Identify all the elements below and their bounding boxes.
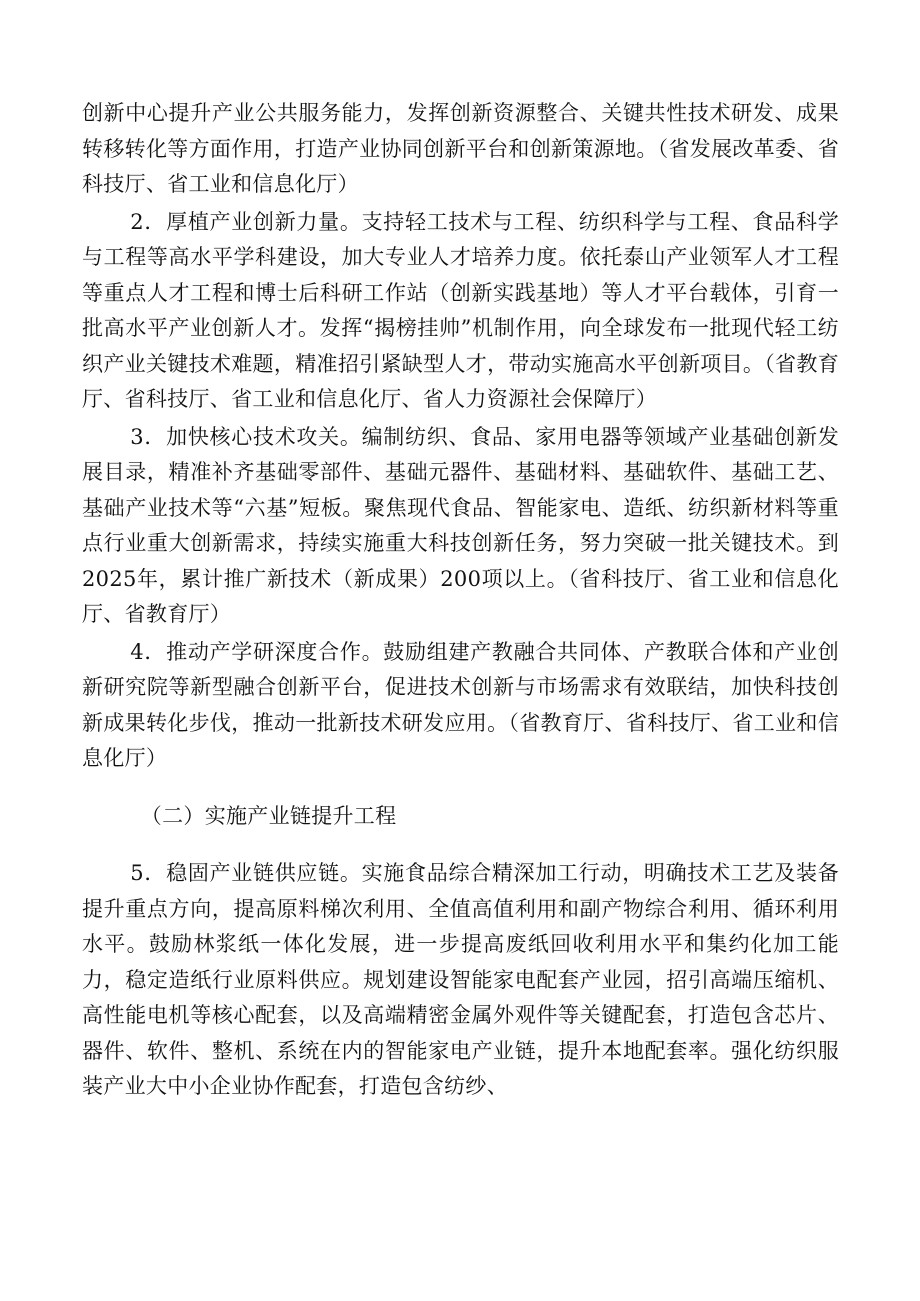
paragraph-item-5: 5．稳固产业链供应链。实施食品综合精深加工行动，明确技术工艺及装备提升重点方向，提高原料梯次利用、全值高值利用和副产物综合利用、循环利用水平。鼓励林浆纸一体化发展，进一步提高废纸回收利用水平和集约化加工能力，稳定造纸行业原料供应。规划建设智能家电配套产业园，招引高端压缩机、高性能电机等核心配套，以及高端精密金属外观件等关键配套，打造包含芯片、器件、软件、整机、系统在内的智能家电产业链，提升本地配套率。强化纺织服装产业大中小企业协作配套，打造包含纺纱、: [82, 861, 839, 1098]
paragraph-item-2: 2．厚植产业创新力量。支持轻工技术与工程、纺织科学与工程、食品科学与工程等高水平学科建设，加大专业人才培养力度。依托泰山产业领军人才工程等重点人才工程和博士后科研工作站（创新实践基地）等人才平台载体，引育一批高水平产业创新人才。发挥“揭榜挂帅”机制作用，向全球发布一批现代轻工纺织产业关键技术难题，精准招引紧缺型人才，带动实施高水平创新项目。（省教育厅、省科技厅、省工业和信息化厅、省人力资源社会保障厅）: [82, 209, 839, 411]
section-heading: （二）实施产业链提升工程: [140, 803, 397, 828]
paragraph-item-4: 4．推动产学研深度合作。鼓励组建产教融合共同体、产教联合体和产业创新研究院等新型融合创新平台，促进技术创新与市场需求有效联结，加快科技创新成果转化步伐，推动一批新技术研发应用。（省教育厅、省科技厅、省工业和信息化厅）: [82, 639, 839, 770]
paragraph-continuation: 创新中心提升产业公共服务能力，发挥创新资源整合、关键共性技术研发、成果转移转化等方面作用，打造产业协同创新平台和创新策源地。（省发展改革委、省科技厅、省工业和信息化厅）: [82, 101, 839, 196]
document-page: [82, 96, 839, 1105]
paragraph-item-3: 3．加快核心技术攻关。编制纺织、食品、家用电器等领域产业基础创新发展目录，精准补齐基础零部件、基础元器件、基础材料、基础软件、基础工艺、基础产业技术等“六基”短板。聚焦现代食品、智能家电、造纸、纺织新材料等重点行业重大创新需求，持续实施重大科技创新任务，努力突破一批关键技术。到2025年，累计推广新技术（新成果）200项以上。（省科技厅、省工业和信息化厅、省教育厅）: [82, 424, 839, 626]
